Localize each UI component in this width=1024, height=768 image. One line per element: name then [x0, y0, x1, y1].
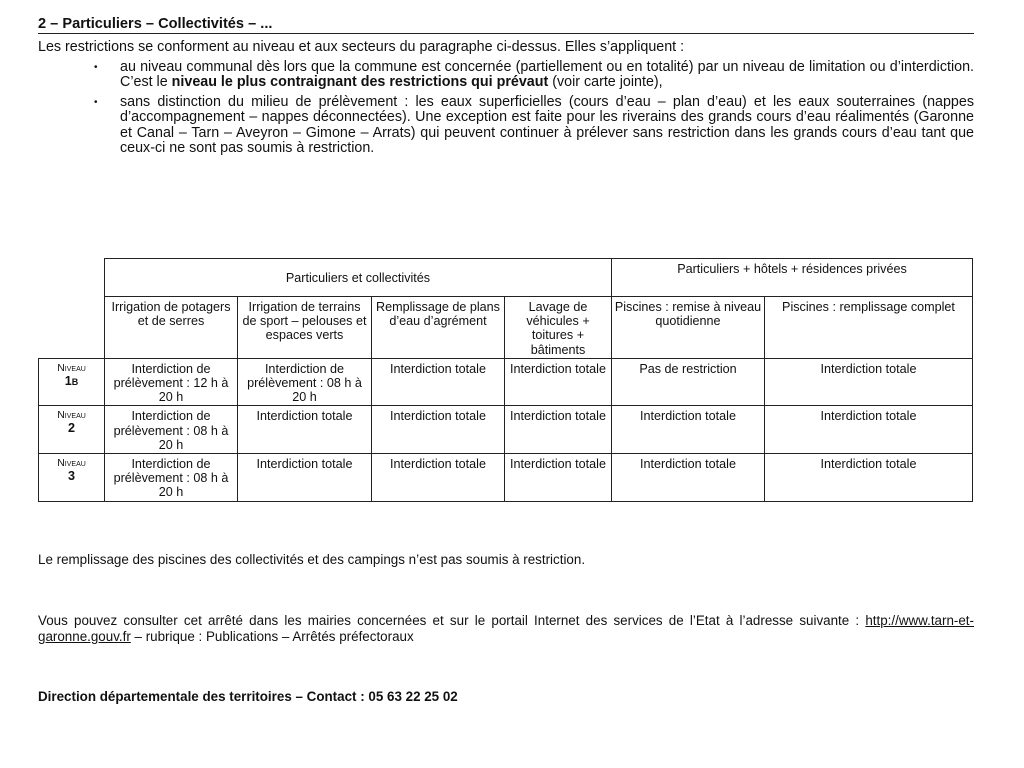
- table-group-header-row: [39, 259, 973, 297]
- table-cell: Interdiction totale: [505, 406, 612, 454]
- table-cell: Interdiction totale: [238, 454, 372, 502]
- column-header: Remplissage de plans d’eau d’agrément: [372, 297, 505, 359]
- restrictions-table: [38, 258, 973, 502]
- consult-text: – rubrique : Publications – Arrêtés préfectoraux: [130, 629, 414, 644]
- pool-exemption-note: Le remplissage des piscines des collectivités et des campings n’est pas soumis à restriction.: [38, 552, 586, 567]
- bullet-list: [38, 60, 974, 157]
- column-header: Piscines : remise à niveau quotidienne: [612, 297, 765, 359]
- table-cell: Interdiction de prélèvement : 08 h à 20 h: [105, 454, 238, 502]
- row-level-label: [39, 406, 105, 454]
- document-page: [38, 16, 974, 704]
- column-header: Lavage de véhicules + toitures + bâtiments: [505, 297, 612, 359]
- intro-paragraph: Les restrictions se conforment au niveau et aux secteurs du paragraphe ci-dessus. Elles s’appliquent :: [38, 39, 685, 55]
- table-cell: Interdiction totale: [372, 358, 505, 406]
- bullet-text: sans distinction du milieu de prélèvement : les eaux superficielles (cours d’eau – plan d’eau) et les eaux souterraines (nappes d’accompagnement – nappes déconnectées). Une exception est faite pour les riverains des grands cours d’eau réalimentés (Garonne et Canal – Tarn – Aveyron – Gimone – Arrats) qui peuvent continuer à prélever sans restriction dans les grands cours d’eau tant que ceux-ci ne sont pas soumis à restriction.: [120, 93, 974, 156]
- table-row: [39, 406, 973, 454]
- table-cell: Interdiction totale: [372, 406, 505, 454]
- table-cell: Interdiction totale: [765, 358, 973, 406]
- table-cell: Interdiction totale: [612, 454, 765, 502]
- table-cell: Interdiction totale: [765, 454, 973, 502]
- table-cell: Interdiction totale: [372, 454, 505, 502]
- bullet-text: (voir carte jointe),: [548, 74, 663, 90]
- column-header: Irrigation de potagers et de serres: [105, 297, 238, 359]
- level-word: Niveau: [57, 361, 86, 374]
- table-cell: Interdiction totale: [505, 454, 612, 502]
- level-word: Niveau: [57, 457, 86, 470]
- level-number: 3: [67, 469, 75, 484]
- level-number: 2: [67, 421, 75, 436]
- bullet-text-bold: niveau le plus contraignant des restrictions qui prévaut: [171, 74, 549, 90]
- prefecture-website-link[interactable]: http://www.tarn-et-garonne.gouv.fr: [38, 613, 974, 644]
- table-cell: Interdiction totale: [612, 406, 765, 454]
- footer-contact: Direction départementale des territoires – Contact : 05 63 22 25 02: [38, 689, 458, 704]
- bullet-icon: •: [94, 61, 98, 73]
- level-number: 1b: [64, 373, 79, 388]
- level-word: Niveau: [57, 409, 86, 422]
- table-cell: Interdiction totale: [765, 406, 973, 454]
- bullet-text: au niveau communal dès lors que la commune est concernée (partiellement ou en totalité) par un niveau de limitation ou d’interdiction. C’est le: [120, 58, 974, 90]
- table-cell: Pas de restriction: [612, 358, 765, 406]
- table-cell: Interdiction de prélèvement : 08 h à 20 h: [105, 406, 238, 454]
- table-cell: Interdiction totale: [238, 406, 372, 454]
- bullet-item-communal: [94, 58, 974, 91]
- section-title: 2 – Particuliers – Collectivités – ...: [38, 16, 974, 34]
- bullet-icon: •: [94, 96, 98, 108]
- table-cell: Interdiction de prélèvement : 12 h à 20 h: [105, 358, 238, 406]
- group-header-particuliers-hotels: Particuliers + hôtels + résidences privées: [612, 259, 973, 297]
- bullet-item-milieu: [94, 93, 974, 157]
- table-row: [39, 454, 973, 502]
- table-column-header-row: [39, 297, 973, 359]
- row-level-label: [39, 454, 105, 502]
- table-cell: Interdiction totale: [505, 358, 612, 406]
- consult-paragraph: [38, 613, 974, 645]
- row-level-label: [39, 358, 105, 406]
- group-header-particuliers-collectivites: Particuliers et collectivités: [105, 259, 612, 297]
- table-row: [39, 358, 973, 406]
- table-cell: Interdiction de prélèvement : 08 h à 20 h: [238, 358, 372, 406]
- table-corner-cell: [39, 259, 105, 359]
- column-header: Piscines : remplissage complet: [765, 297, 973, 359]
- column-header: Irrigation de terrains de sport – pelouses et espaces verts: [238, 297, 372, 359]
- consult-text: Vous pouvez consulter cet arrêté dans les mairies concernées et sur le portail Internet des services de l’Etat à l’adresse suivante :: [38, 613, 866, 628]
